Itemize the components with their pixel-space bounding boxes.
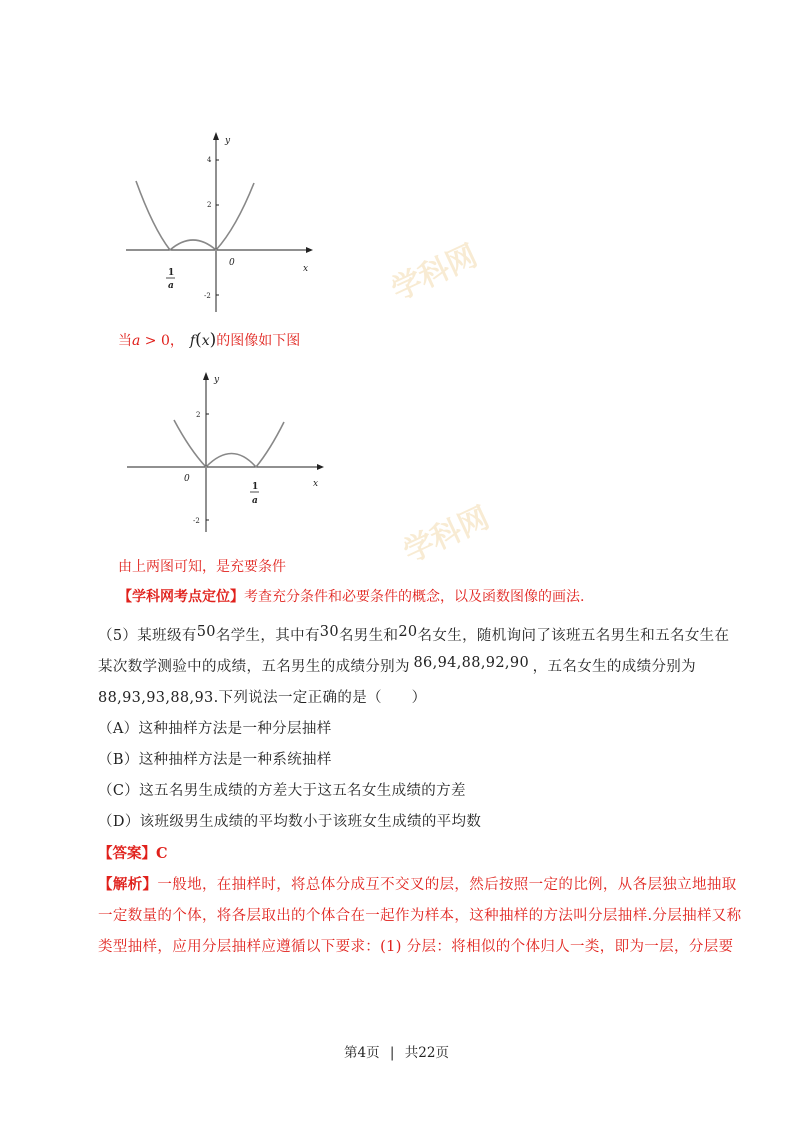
y-axis-arrow — [213, 132, 219, 140]
origin-label: 0 — [229, 258, 235, 268]
function-graph-1 — [118, 128, 318, 313]
page-footer — [0, 1041, 793, 1061]
answer-value: C — [156, 845, 168, 862]
x-axis-arrow — [306, 247, 313, 253]
tick-label-2: 2 — [207, 201, 212, 209]
kaodian-label: 【学科网考点定位】 — [118, 589, 244, 605]
option-c: （C）这五名男生成绩的方差大于这五名女生成绩的方差 — [98, 783, 466, 799]
watermark-logo: 学科网 — [386, 238, 483, 309]
question-line-1: （5）某班级有 50 名学生，其中有 30 名男生和 20 名女生，随机询问了该班五名男生和五名女生在 — [98, 624, 730, 644]
analysis-line-1: 【解析】一般地，在抽样时，将总体分成互不交叉的层，然后按照一定的比例，从各层独立地抽取 — [98, 877, 737, 893]
x-axis-arrow — [317, 464, 324, 470]
watermark-logo: 学科网 — [398, 500, 495, 571]
fraction-denominator: a — [252, 496, 258, 506]
fraction-denominator: a — [168, 281, 174, 291]
kaodian-line — [118, 586, 584, 606]
y-axis-arrow — [203, 372, 209, 380]
answer-line — [98, 842, 168, 863]
answer-label: 【答案】 — [98, 846, 156, 862]
conclusion-text: 由上两图可知，是充要条件 — [118, 559, 286, 575]
function-curve — [136, 181, 254, 250]
option-b: （B）这种抽样方法是一种系统抽样 — [98, 752, 332, 768]
caption-graph-2: 当a > 0， f(x)的图像如下图 — [118, 330, 301, 350]
page-number: 第4页 — [344, 1045, 380, 1061]
analysis-line-2: 一定数量的个体，将各层取出的个体合在一起作为样本，这种抽样的方法叫分层抽样.分层抽样又称 — [98, 908, 742, 924]
tick-label-4: 4 — [207, 156, 212, 164]
option-a: （A）这种抽样方法是一种分层抽样 — [98, 721, 332, 737]
x-axis-label: x — [303, 264, 309, 274]
tick-label-neg2: -2 — [193, 517, 200, 525]
question-line-3: 88,93,93,88,93.下列说法一定正确的是（ ） — [98, 690, 427, 706]
footer-separator: | — [389, 1045, 395, 1061]
kaodian-text: 考查充分条件和必要条件的概念，以及函数图像的画法. — [244, 589, 585, 605]
origin-label: 0 — [184, 474, 190, 484]
option-d: （D）该班级男生成绩的平均数小于该班女生成绩的平均数 — [98, 814, 482, 830]
tick-label-2: 2 — [196, 411, 201, 419]
function-curve — [174, 420, 284, 467]
fraction-numerator: 1 — [252, 482, 259, 492]
analysis-line-3: 类型抽样，应用分层抽样应遵循以下要求：(1) 分层：将相似的个体归人一类，即为一层，分层要 — [98, 939, 734, 955]
x-axis-label: x — [313, 479, 319, 489]
fraction-numerator: 1 — [168, 268, 175, 278]
tick-label-neg2: -2 — [204, 292, 211, 300]
y-axis-label: y — [214, 375, 220, 385]
analysis-label: 【解析】 — [98, 877, 158, 893]
question-line-2: 某次数学测验中的成绩，五名男生的成绩分别为 86,94,88,92,90 ，五名女生的成绩分别为 — [98, 655, 696, 675]
page-total: 共22页 — [404, 1045, 449, 1061]
function-graph-2 — [122, 370, 332, 535]
y-axis-label: y — [225, 136, 231, 146]
